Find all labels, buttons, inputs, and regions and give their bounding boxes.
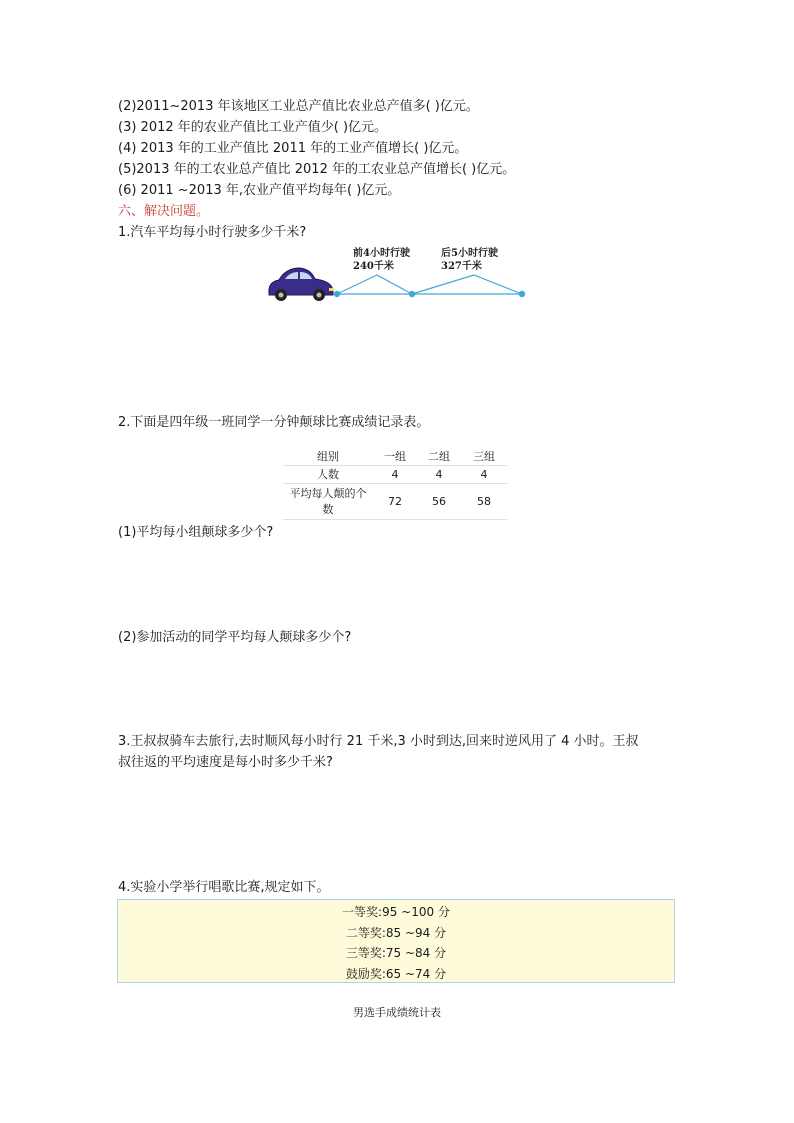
- question-5: (5)2013 年的工农业总产值比 2012 年的工农业总产值增长( )亿元。: [118, 162, 516, 177]
- avg-label-line2: 数: [322, 503, 334, 516]
- problem-1-text: 1.汽车平均每小时行驶多少千米?: [118, 225, 307, 240]
- problem-3-line1: 3.王叔叔骑车去旅行,去时顺风每小时行 21 千米,3 小时到达,回来时逆风用了 4 小时。王叔: [118, 734, 639, 749]
- table-cell: 4: [417, 465, 461, 483]
- record-table: [283, 447, 507, 520]
- prize-rules-box: [117, 899, 675, 983]
- avg-label-line1: 平均每人颠的个: [289, 487, 367, 500]
- table-caption: 男选手成绩统计表: [353, 1006, 441, 1019]
- table-cell: 72: [373, 483, 417, 519]
- distance-diagram: [265, 262, 535, 304]
- table-header-row: [283, 447, 507, 465]
- table-cell: 58: [461, 483, 507, 519]
- brace-first: [337, 275, 412, 294]
- question-3: (3) 2012 年的农业产值比工业产值少( )亿元。: [118, 120, 388, 135]
- route-point-end: [519, 291, 525, 297]
- route-point-start: [334, 291, 340, 297]
- table-cell: 4: [373, 465, 417, 483]
- diagram-label-first-line1: 前4小时行驶: [353, 248, 410, 259]
- table-cell: 56: [417, 483, 461, 519]
- prize-first: 一等奖:95 ~100 分: [342, 905, 450, 919]
- problem-2-sub2: (2)参加活动的同学平均每人颠球多少个?: [118, 630, 352, 645]
- table-cell: 人数: [283, 465, 373, 483]
- table-row: [283, 465, 507, 483]
- question-4: (4) 2013 年的工业产值比 2011 年的工业产值增长( )亿元。: [118, 141, 468, 156]
- question-6: (6) 2011 ~2013 年,农业产值平均每年( )亿元。: [118, 183, 401, 198]
- prize-second: 二等奖:85 ~94 分: [345, 925, 447, 940]
- table-row: [283, 483, 507, 519]
- table-header-cell: 三组: [461, 447, 507, 465]
- brace-second: [412, 275, 522, 294]
- diagram-label-first-line2: 240千米: [353, 261, 394, 272]
- prize-encourage: 鼓励奖:65 ~74 分: [345, 966, 447, 981]
- problem-2-sub1: (1)平均每小组颠球多少个?: [118, 525, 274, 540]
- diagram-label-second-line1: 后5小时行驶: [441, 248, 498, 259]
- table-cell: [283, 483, 373, 519]
- question-2: (2)2011~2013 年该地区工业总产值比农业总产值多( )亿元。: [118, 99, 479, 114]
- table-header-cell: 二组: [417, 447, 461, 465]
- problem-4-text: 4.实验小学举行唱歌比赛,规定如下。: [118, 880, 330, 895]
- diagram-label-second-line2: 327千米: [441, 261, 482, 272]
- car-icon: [269, 268, 334, 301]
- route-point-middle: [409, 291, 415, 297]
- problem-2-text: 2.下面是四年级一班同学一分钟颠球比赛成绩记录表。: [118, 415, 430, 430]
- table-cell: 4: [461, 465, 507, 483]
- prize-third: 三等奖:75 ~84 分: [345, 946, 447, 960]
- section-title: 六、解决问题。: [118, 204, 210, 219]
- problem-3-line2: 叔往返的平均速度是每小时多少千米?: [118, 755, 333, 770]
- table-header-cell: 组别: [283, 447, 373, 465]
- table-header-cell: 一组: [373, 447, 417, 465]
